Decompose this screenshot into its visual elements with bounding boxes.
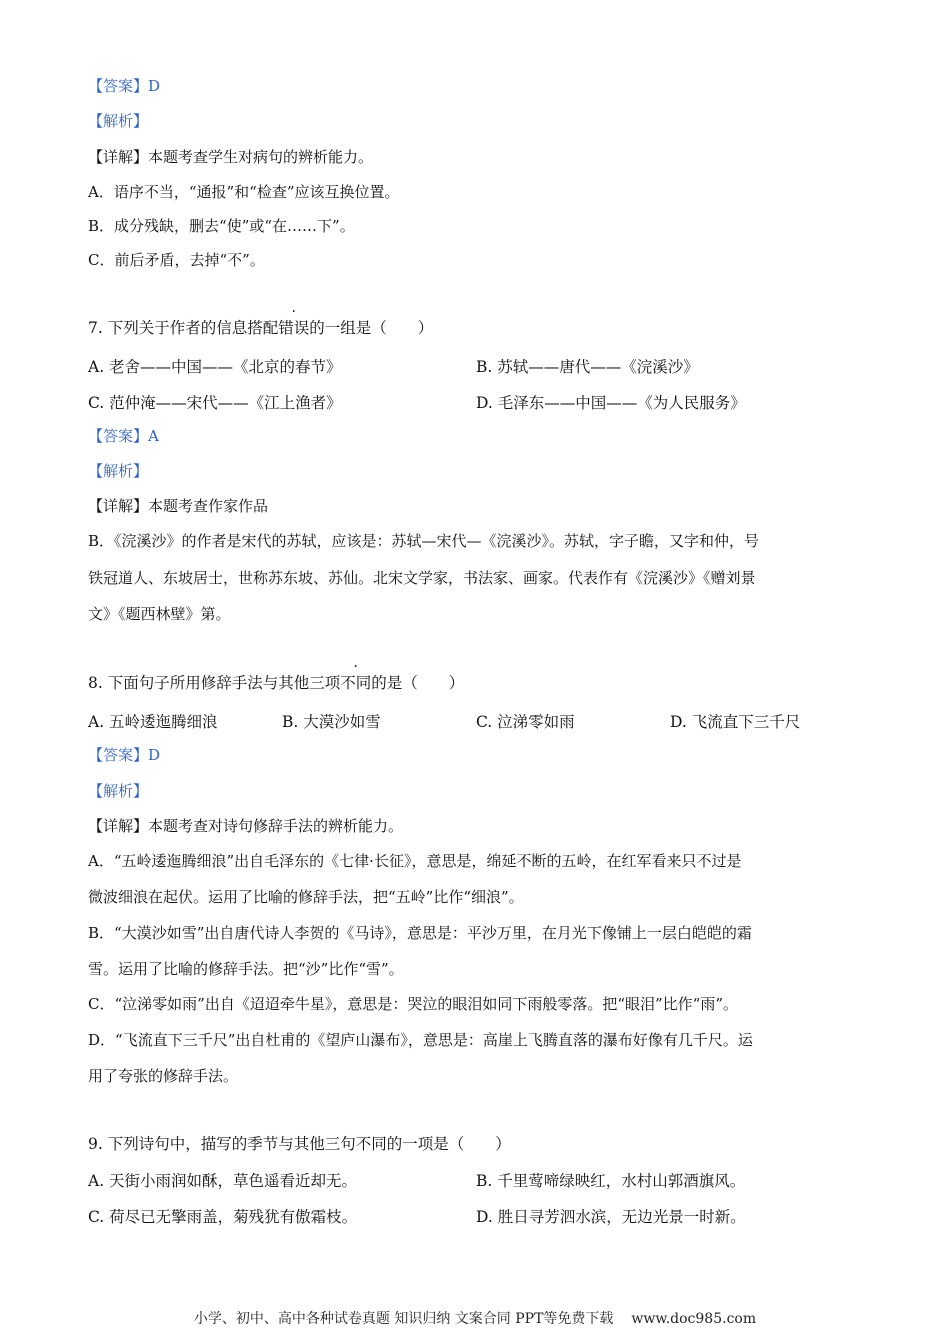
- q8-stem: 8. 下面句子所用修辞手法与其他三项不同的是（ ）: [88, 674, 465, 692]
- q8-answer-label: 【答案】D: [88, 746, 161, 764]
- q8-option-c: C. 泣涕零如雨: [476, 713, 575, 731]
- q6-answer-label: 【答案】D: [88, 77, 161, 95]
- q8-explanation-line: 微波细浪在起伏。运用了比喻的修辞手法，把“五岭”比作“细浪”。: [88, 888, 524, 906]
- q7-detail: 【详解】本题考查作家作品: [88, 497, 269, 515]
- q9-stem: 9. 下列诗句中，描写的季节与其他三句不同的一项是（ ）: [88, 1135, 511, 1153]
- q6-explanation-a: A．语序不当，“通报”和“检查”应该互换位置。: [88, 183, 400, 201]
- q7-explanation-line: 文》《题西林壁》第。: [88, 605, 231, 623]
- q8-explanation-line: B．“大漠沙如雪”出自唐代诗人李贺的《马诗》，意思是：平沙万里，在月光下像铺上一层白皑皑的霜: [88, 924, 752, 942]
- q8-explanation-line: 用了夸张的修辞手法。: [88, 1067, 239, 1085]
- q7-option-c: C. 范仲淹——宋代——《江上渔者》: [88, 394, 342, 412]
- footer-text: 小学、初中、高中各种试卷真题 知识归纳 文案合同 PPT等免费下载: [193, 1311, 614, 1327]
- q7-option-d: D. 毛泽东——中国——《为人民服务》: [476, 394, 746, 412]
- q6-analysis-label: 【解析】: [88, 112, 149, 130]
- q7-option-a: A. 老舍——中国——《北京的春节》: [88, 358, 342, 376]
- q8-option-b: B. 大漠沙如雪: [282, 713, 381, 731]
- q7-explanation-line: 铁冠道人、东坡居士，世称苏东坡、苏仙。北宋文学家，书法家、画家。代表作有《浣溪沙》《赠刘景: [88, 569, 756, 587]
- q7-explanation-line: B．《浣溪沙》的作者是宋代的苏轼，应该是：苏轼—宋代—《浣溪沙》。苏轼，字子瞻，又字和仲，号: [88, 532, 760, 550]
- q9-option-b: B. 千里莺啼绿映红，水村山郭酒旗风。: [476, 1172, 746, 1190]
- q6-explanation-b: B．成分残缺，删去“使”或“在……下”。: [88, 217, 355, 235]
- footer-url[interactable]: www.doc985.com: [631, 1311, 757, 1327]
- q8-explanation-line: A．“五岭逶迤腾细浪”出自毛泽东的《七律·长征》，意思是，绵延不断的五岭，在红军看来只不过是: [88, 852, 742, 870]
- emphasis-mark: 不同: [340, 674, 372, 692]
- q8-explanation-line: 雪。运用了比喻的修辞手法。把“沙”比作“雪”。: [88, 960, 404, 978]
- q9-option-a: A. 天街小雨润如酥，草色遥看近却无。: [88, 1172, 358, 1190]
- q6-detail: 【详解】本题考查学生对病句的辨析能力。: [88, 148, 374, 166]
- q8-explanation-line: D．“飞流直下三千尺”出自杜甫的《望庐山瀑布》，意思是：高崖上飞腾直落的瀑布好像有几千尺。运: [88, 1031, 753, 1049]
- q8-detail: 【详解】本题考查对诗句修辞手法的辨析能力。: [88, 817, 404, 835]
- q8-option-a: A. 五岭逶迤腾细浪: [88, 713, 218, 731]
- q8-explanation-line: C．“泣涕零如雨”出自《迢迢牵牛星》，意思是：哭泣的眼泪如同下雨般零落。把“眼泪”比作“雨”。: [88, 995, 738, 1013]
- emphasis-mark: 错误: [278, 319, 310, 337]
- q7-option-b: B. 苏轼——唐代——《浣溪沙》: [476, 358, 699, 376]
- q7-stem: 7. 下列关于作者的信息搭配错误的一组是（ ）: [88, 319, 434, 337]
- q9-option-d: D. 胜日寻芳泗水滨，无边光景一时新。: [476, 1208, 746, 1226]
- q8-analysis-label: 【解析】: [88, 782, 149, 800]
- q6-explanation-c: C．前后矛盾，去掉“不”。: [88, 251, 265, 269]
- q7-answer-label: 【答案】A: [88, 427, 159, 445]
- q9-option-c: C. 荷尽已无擎雨盖，菊残犹有傲霜枝。: [88, 1208, 358, 1226]
- q8-option-d: D. 飞流直下三千尺: [670, 713, 801, 731]
- q7-analysis-label: 【解析】: [88, 462, 149, 480]
- page-footer: [0, 1308, 950, 1328]
